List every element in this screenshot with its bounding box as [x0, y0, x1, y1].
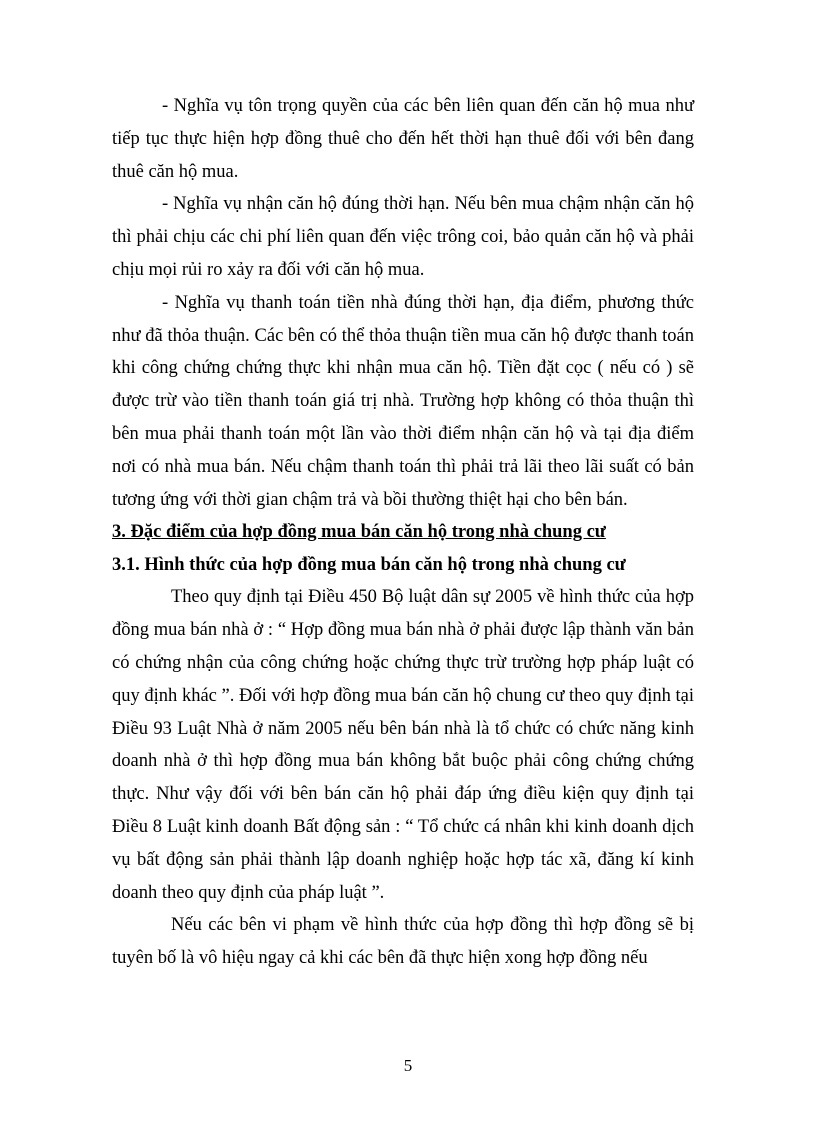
paragraph-obligation-respect: - Nghĩa vụ tôn trọng quyền của các bên liên quan đến căn hộ mua như tiếp tục thực hiện hợp đồng thuê cho đến hết thời hạn thuê đối với bên đang thuê căn hộ mua. — [112, 96, 694, 182]
page-number: 5 — [403, 1056, 413, 1075]
document-page — [112, 90, 694, 975]
paragraph-obligation-receive: - Nghĩa vụ nhận căn hộ đúng thời hạn. Nếu bên mua chậm nhận căn hộ thì phải chịu các chi phí liên quan đến việc trông coi, bảo quản căn hộ và phải chịu mọi rủi ro xảy ra đối với căn hộ mua. — [112, 194, 694, 280]
paragraph-form-violation: Nếu các bên vi phạm về hình thức của hợp đồng thì hợp đồng sẽ bị tuyên bố là vô hiệu ngay cả khi các bên đã thực hiện xong hợp đồng nếu — [112, 915, 694, 969]
paragraph-form-regulation: Theo quy định tại Điều 450 Bộ luật dân sự 2005 về hình thức của hợp đồng mua bán nhà ở : “ Hợp đồng mua bán nhà ở phải được lập thành văn bản có chứng nhận của công chứng hoặc chứng thực trừ trường hợp pháp luật có quy định khác ”. Đối với hợp đồng mua bán căn hộ chung cư theo quy định tại Điều 93 Luật Nhà ở năm 2005 nếu bên bán nhà là tổ chức có chức năng kinh doanh nhà ở thì hợp đồng mua bán không bắt buộc phải công chứng chứng thực. Như vậy đối với bên bán căn hộ phải đáp ứng điều kiện quy định tại Điều 8 Luật kinh doanh Bất động sản : “ Tổ chức cá nhân khi kinh doanh dịch vụ bất động sản phải thành lập doanh nghiệp hoặc hợp tác xã, đăng kí kinh doanh theo quy định của pháp luật ”. — [112, 587, 694, 903]
subsection-heading: 3.1. Hình thức của hợp đồng mua bán căn hộ trong nhà chung cư — [112, 554, 626, 575]
paragraph-obligation-payment: - Nghĩa vụ thanh toán tiền nhà đúng thời hạn, địa điểm, phương thức như đã thỏa thuận. Các bên có thể thỏa thuận tiền mua căn hộ được thanh toán khi công chứng chứng thực khi nhận mua căn hộ. Tiền đặt cọc ( nếu có ) sẽ được trừ vào tiền thanh toán giá trị nhà. Trường hợp không có thỏa thuận thì bên mua phải thanh toán một lần vào thời điểm nhận căn hộ và tại địa điểm nơi có nhà mua bán. Nếu chậm thanh toán thì phải trả lãi theo lãi suất có bản tương ứng với thời gian chậm trả và bồi thường thiệt hại cho bên bán. — [112, 292, 694, 510]
section-heading: 3. Đặc điểm của hợp đồng mua bán căn hộ trong nhà chung cư — [112, 522, 606, 543]
